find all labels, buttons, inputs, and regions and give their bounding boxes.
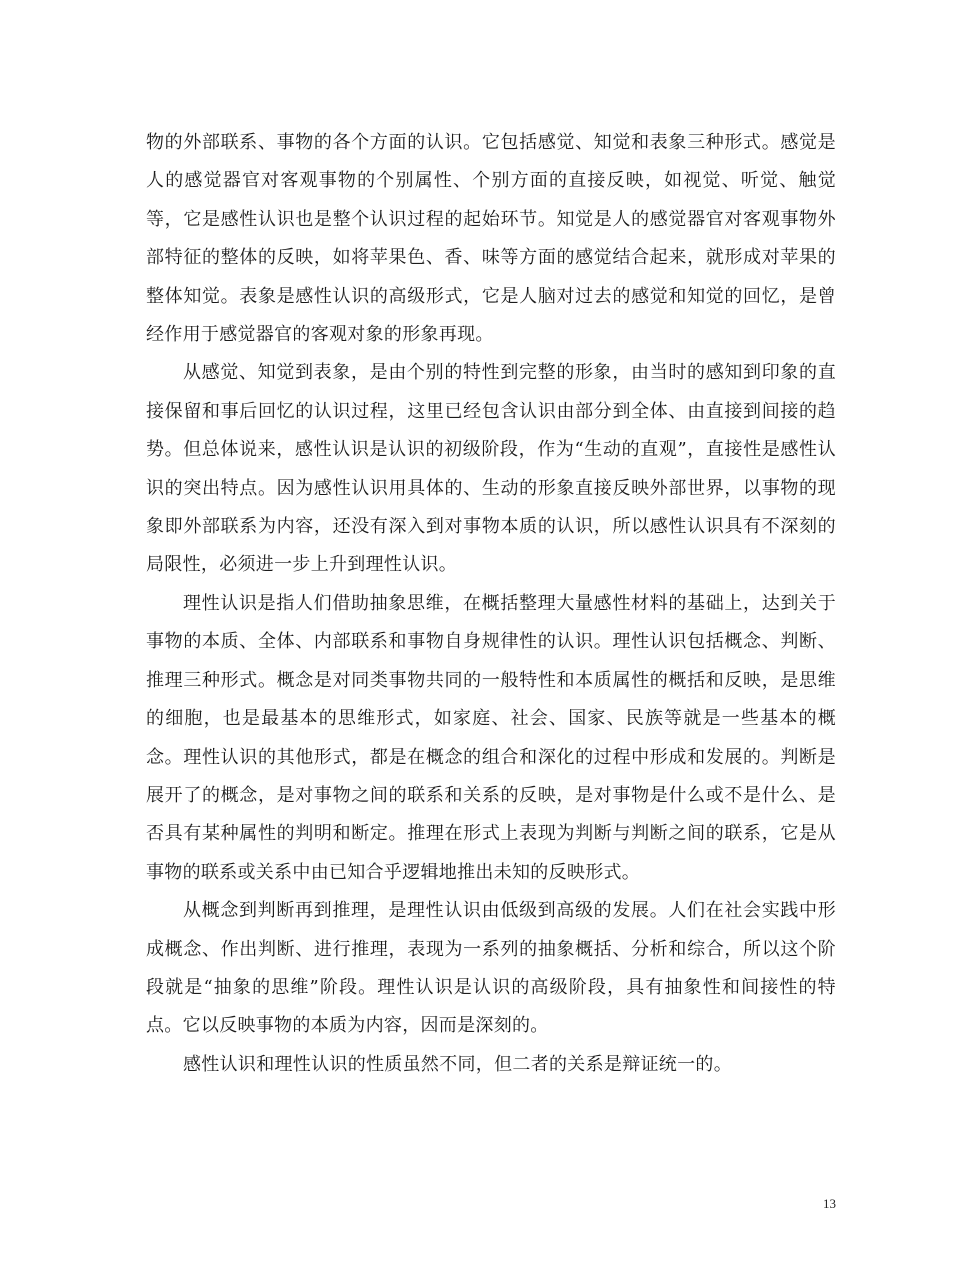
paragraph-5: 感性认识和理性认识的性质虽然不同，但二者的关系是辩证统一的。	[183, 1053, 732, 1075]
paragraph-2: 从感觉、知觉到表象，是由个别的特性到完整的形象，由当时的感知到印象的直接保留和事后回忆的认识过程，这里已经包含认识由部分到全体、由直接到间接的趋势。但总体说来，感性认识是认识的初级阶段，作为“生动的直观”，直接性是感性认识的突出特点。因为感性认识用具体的、生动的形象直接反映外部世界，以事物的现象即外部联系为内容，还没有深入到对事物本质的认识，所以感性认识具有不深刻的局限性，必须进一步上升到理性认识。	[146, 362, 836, 576]
paragraph-3: 理性认识是指人们借助抽象思维，在概括整理大量感性材料的基础上，达到关于事物的本质、全体、内部联系和事物自身规律性的认识。理性认识包括概念、判断、推理三种形式。概念是对同类事物共同的一般特性和本质属性的概括和反映，是思维的细胞，也是最基本的思维形式，如家庭、社会、国家、民族等就是一些基本的概念。理性认识的其他形式，都是在概念的组合和深化的过程中形成和发展的。判断是展开了的概念，是对事物之间的联系和关系的反映，是对事物是什么或不是什么、是否具有某种属性的判明和断定。推理在形式上表现为判断与判断之间的联系，它是从事物的联系或关系中由已知合乎逻辑地推出未知的反映形式。	[146, 592, 836, 883]
paragraph-1: 物的外部联系、事物的各个方面的认识。它包括感觉、知觉和表象三种形式。感觉是人的感觉器官对客观事物的个别属性、个别方面的直接反映，如视觉、听觉、触觉等，它是感性认识也是整个认识过程的起始环节。知觉是人的感觉器官对客观事物外部特征的整体的反映，如将苹果色、香、味等方面的感觉结合起来，就形成对苹果的整体知觉。表象是感性认识的高级形式，它是人脑对过去的感觉和知觉的回忆，是曾经作用于感觉器官的客观对象的形象再现。	[146, 132, 836, 346]
page-number: 13	[823, 1196, 836, 1211]
page-body	[146, 124, 836, 1084]
paragraph-4: 从概念到判断再到推理，是理性认识由低级到高级的发展。人们在社会实践中形成概念、作出判断、进行推理，表现为一系列的抽象概括、分析和综合，所以这个阶段就是“抽象的思维”阶段。理性认识是认识的高级阶段，具有抽象性和间接性的特点。它以反映事物的本质为内容，因而是深刻的。	[146, 900, 836, 1037]
